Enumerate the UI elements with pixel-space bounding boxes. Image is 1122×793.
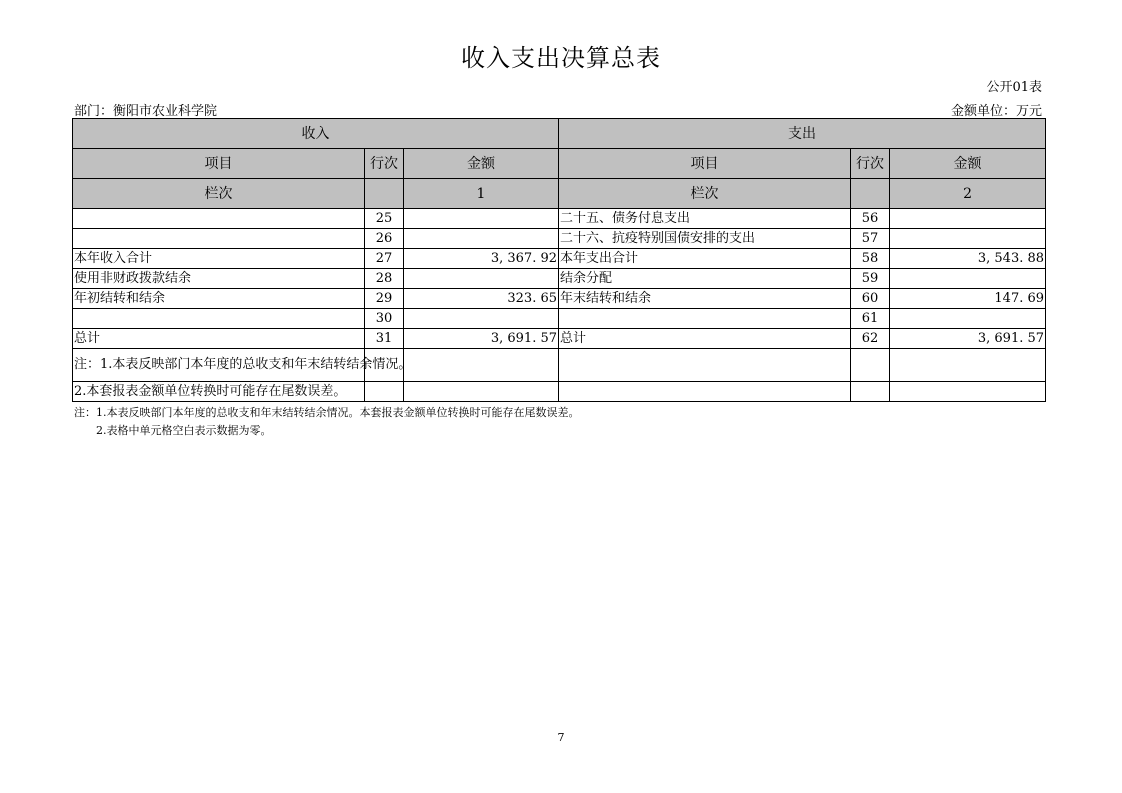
- column-number-row: [73, 179, 1046, 209]
- expense-amount: [890, 209, 1046, 229]
- note-row: [73, 382, 1046, 402]
- footnote-2: 2.表格中单元格空白表示数据为零。: [96, 424, 272, 437]
- expense-item: 本年支出合计: [559, 249, 851, 269]
- footnote-1: 注：1.本表反映部门本年度的总收支和年末结转结余情况。本套报表金额单位转换时可能存在尾数误差。: [74, 406, 580, 419]
- blank-cell: [559, 382, 851, 402]
- form-number: 公开01表: [986, 80, 1042, 95]
- income-line: 27: [365, 249, 404, 269]
- income-item: [73, 229, 365, 249]
- income-line-header: 行次: [365, 149, 404, 179]
- income-item: [73, 309, 365, 329]
- expense-item: [559, 309, 851, 329]
- expense-item: 二十五、债务付息支出: [559, 209, 851, 229]
- income-line: 31: [365, 329, 404, 349]
- table-note-2: 2.本套报表金额单位转换时可能存在尾数误差。: [73, 382, 365, 402]
- income-line: 25: [365, 209, 404, 229]
- blank-cell: [851, 349, 890, 382]
- expense-amount: [890, 309, 1046, 329]
- table-row: [73, 309, 1046, 329]
- expense-item: 年末结转和结余: [559, 289, 851, 309]
- section-header-row: [73, 119, 1046, 149]
- income-column-label: 栏次: [73, 179, 365, 209]
- income-amount: [404, 229, 559, 249]
- expense-amount: 147. 69: [890, 289, 1046, 309]
- expense-amount: 3, 543. 88: [890, 249, 1046, 269]
- department-label: 部门：衡阳市农业科学院: [74, 104, 218, 119]
- income-amount: 3, 367. 92: [404, 249, 559, 269]
- expense-line: 58: [851, 249, 890, 269]
- expense-line: 59: [851, 269, 890, 289]
- income-item: 总计: [73, 329, 365, 349]
- income-item: 年初结转和结余: [73, 289, 365, 309]
- column-header-row: [73, 149, 1046, 179]
- expense-item: 总计: [559, 329, 851, 349]
- blank-cell: [404, 382, 559, 402]
- expense-line: 56: [851, 209, 890, 229]
- expense-amount-header: 金额: [890, 149, 1046, 179]
- income-amount: [404, 309, 559, 329]
- blank-cell: [851, 382, 890, 402]
- expense-line-header: 行次: [851, 149, 890, 179]
- total-row: [73, 329, 1046, 349]
- table-row: [73, 209, 1046, 229]
- expense-amount: [890, 269, 1046, 289]
- blank-cell: [559, 349, 851, 382]
- expense-column-number: 2: [890, 179, 1046, 209]
- income-amount: [404, 269, 559, 289]
- expense-line: 61: [851, 309, 890, 329]
- table-row: [73, 269, 1046, 289]
- expense-column-label: 栏次: [559, 179, 851, 209]
- blank-cell: [365, 382, 404, 402]
- table-row: [73, 249, 1046, 269]
- page-number: 7: [557, 731, 565, 744]
- page-title: 收入支出决算总表: [461, 44, 661, 72]
- income-section-header: 收入: [73, 119, 559, 149]
- amount-unit-label: 金额单位：万元: [950, 104, 1042, 119]
- income-amount: 323. 65: [404, 289, 559, 309]
- income-item: [73, 209, 365, 229]
- expense-line: 60: [851, 289, 890, 309]
- income-line: 29: [365, 289, 404, 309]
- expense-line: 62: [851, 329, 890, 349]
- income-amount: 3, 691. 57: [404, 329, 559, 349]
- expense-item: 二十六、抗疫特别国债安排的支出: [559, 229, 851, 249]
- note-row: [73, 349, 1046, 382]
- expense-item-header: 项目: [559, 149, 851, 179]
- income-line: 28: [365, 269, 404, 289]
- blank-cell: [404, 349, 559, 382]
- income-line-blank: [365, 179, 404, 209]
- expense-amount: 3, 691. 57: [890, 329, 1046, 349]
- income-item: 本年收入合计: [73, 249, 365, 269]
- blank-cell: [890, 382, 1046, 402]
- table-note-1: 注：1.本表反映部门本年度的总收支和年末结转结余情况。: [73, 349, 365, 382]
- table-row: [73, 229, 1046, 249]
- expense-amount: [890, 229, 1046, 249]
- income-column-number: 1: [404, 179, 559, 209]
- income-line: 26: [365, 229, 404, 249]
- income-expense-table: [72, 118, 1046, 402]
- income-amount-header: 金额: [404, 149, 559, 179]
- expense-section-header: 支出: [559, 119, 1046, 149]
- income-item-header: 项目: [73, 149, 365, 179]
- blank-cell: [890, 349, 1046, 382]
- expense-line: 57: [851, 229, 890, 249]
- expense-line-blank: [851, 179, 890, 209]
- table-row: [73, 289, 1046, 309]
- income-line: 30: [365, 309, 404, 329]
- income-item: 使用非财政拨款结余: [73, 269, 365, 289]
- expense-item: 结余分配: [559, 269, 851, 289]
- income-amount: [404, 209, 559, 229]
